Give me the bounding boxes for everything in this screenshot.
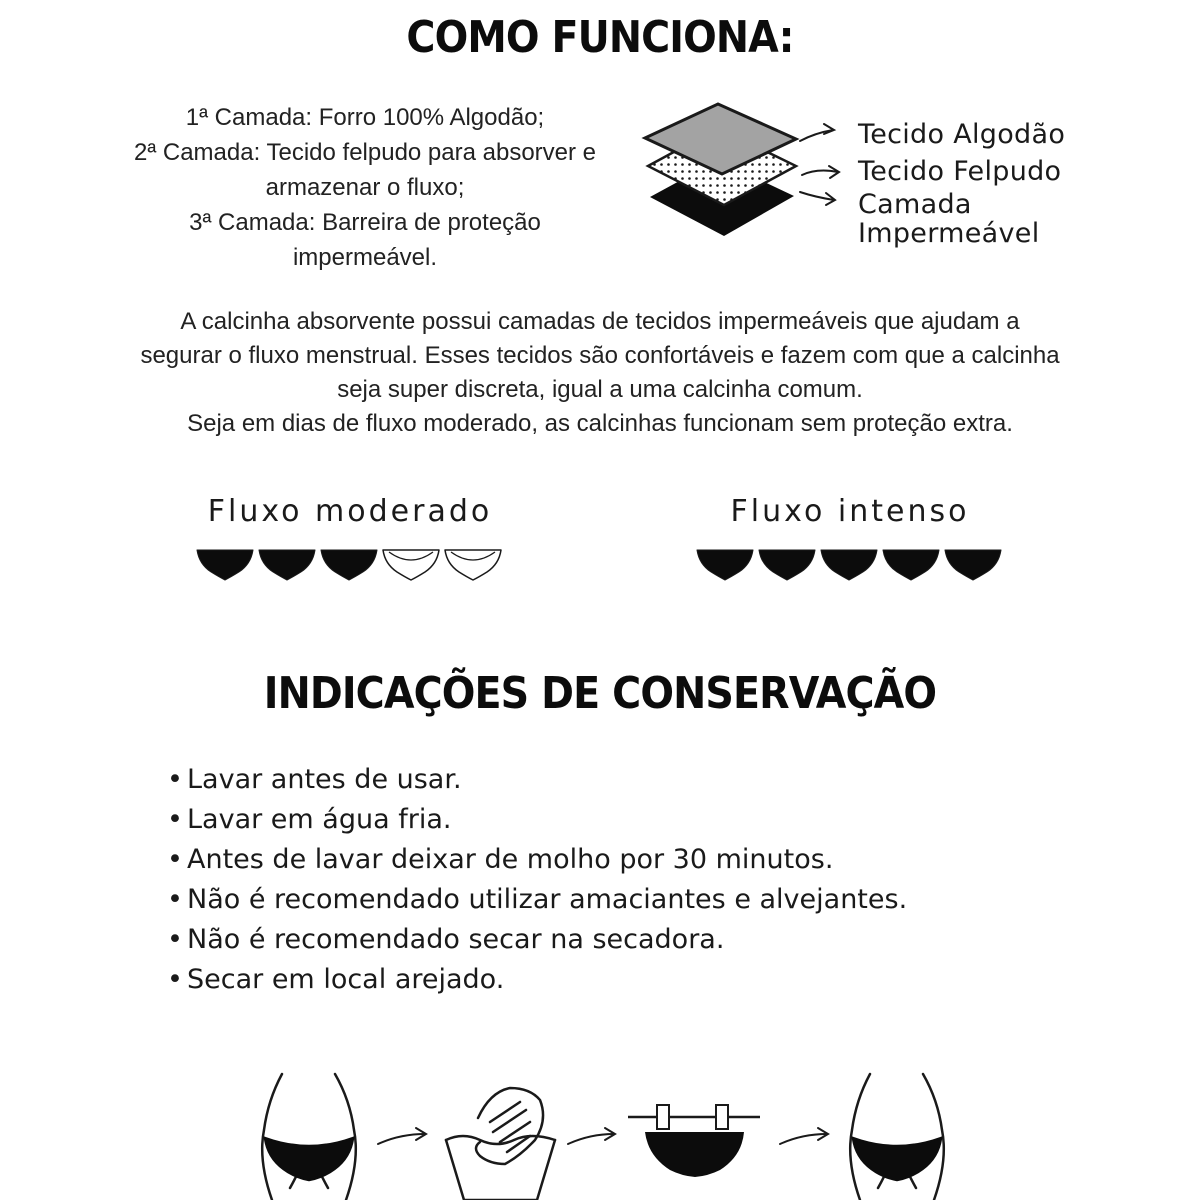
bullet: • (167, 964, 183, 995)
flow-intense-label: Fluxo intenso (730, 494, 970, 529)
description-line: Seja em dias de fluxo moderado, as calcinhas funcionam sem proteção extra. (187, 410, 1013, 437)
care-list (167, 760, 907, 1000)
list-item (167, 960, 907, 1000)
flow-moderate-label: Fluxo moderado (207, 494, 493, 529)
panty-icon-filled (883, 550, 939, 580)
bullet: • (167, 804, 183, 835)
flow-intense-rating (695, 544, 1015, 594)
care-item-text: Lavar antes de usar. (187, 764, 462, 795)
arrow-right-icon (378, 1128, 426, 1144)
bullet: • (167, 924, 183, 955)
layer-line: 2ª Camada: Tecido felpudo para absorver e (133, 139, 597, 166)
bullet: • (167, 844, 183, 875)
panty-icon-filled (697, 550, 753, 580)
product-description (60, 305, 1140, 441)
list-item (167, 880, 907, 920)
panty-icon-filled (945, 550, 1001, 580)
hand-wash-icon (446, 1088, 555, 1200)
layer-line: 3ª Camada: Barreira de proteção (189, 209, 541, 236)
bullet: • (167, 884, 183, 915)
panty-icon-filled (197, 550, 253, 580)
clothesline-dry-icon (628, 1105, 760, 1177)
layer-line: armazenar o fluxo; (265, 174, 465, 201)
flow-moderate-rating (195, 544, 515, 594)
arrow-right-icon (568, 1128, 615, 1144)
panty-icon-empty (383, 550, 439, 580)
wear-panty-icon (850, 1074, 944, 1200)
panty-icon-filled (259, 550, 315, 580)
description-line: segurar o fluxo menstrual. Esses tecidos são confortáveis e fazem com que a calcinha (140, 342, 1060, 369)
panty-icon-filled (321, 550, 377, 580)
care-steps (0, 1060, 1200, 1200)
panty-icon-empty (445, 550, 501, 580)
care-item-text: Lavar em água fria. (187, 804, 452, 835)
panty-icon-filled (821, 550, 877, 580)
label-terry: Tecido Felpudo (858, 156, 1062, 187)
panty-icon-filled (759, 550, 815, 580)
care-item-text: Secar em local arejado. (187, 964, 505, 995)
label-waterproof-1: Camada (858, 189, 972, 220)
list-item (167, 920, 907, 960)
list-item (167, 840, 907, 880)
care-item-text: Antes de lavar deixar de molho por 30 minutos. (187, 844, 834, 875)
section-title-how-it-works: COMO FUNCIONA: (406, 12, 794, 63)
layer-line: impermeável. (292, 244, 438, 271)
description-line: A calcinha absorvente possui camadas de tecidos impermeáveis que ajudam a (180, 308, 1020, 335)
section-title-care: INDICAÇÕES DE CONSERVAÇÃO (263, 668, 937, 719)
care-item-text: Não é recomendado secar na secadora. (187, 924, 725, 955)
arrow-right-icon (780, 1128, 828, 1144)
layer-line: 1ª Camada: Forro 100% Algodão; (185, 104, 545, 131)
list-item (167, 800, 907, 840)
description-line: seja super discreta, igual a uma calcinha comum. (337, 376, 863, 403)
wear-panty-icon (262, 1074, 356, 1200)
label-cotton: Tecido Algodão (858, 119, 1066, 150)
label-waterproof-2: Impermeável (858, 218, 1040, 249)
list-item (167, 760, 907, 800)
bullet: • (167, 764, 183, 795)
layer-labels (858, 116, 1065, 248)
care-item-text: Não é recomendado utilizar amaciantes e alvejantes. (187, 884, 908, 915)
